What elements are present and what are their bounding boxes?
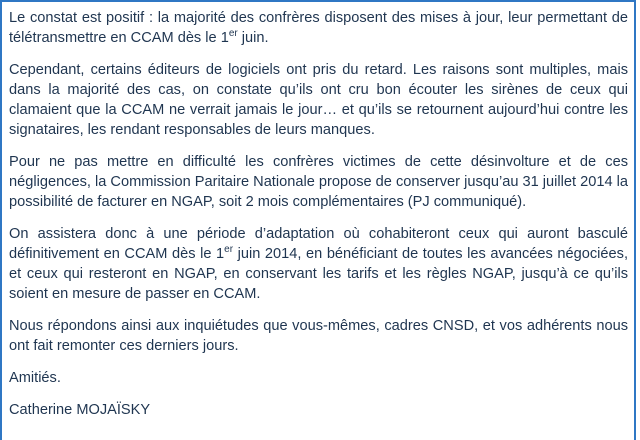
paragraph-status-end: juin. bbox=[237, 30, 269, 46]
signature: Catherine MOJAÏSKY bbox=[9, 402, 151, 418]
paragraph-transition-text: On assistera donc à une période d’adaptation où cohabiteront ceux qui auront basculé définitivement en CCAM dès le 1 bbox=[9, 226, 628, 262]
paragraph-response: Nous répondons ainsi aux inquiétudes que vous-mêmes, cadres CNSD, et vos adhérents nous ont fait remonter ces derniers jours. bbox=[9, 318, 628, 354]
paragraph-extension: Pour ne pas mettre en difficulté les confrères victimes de cette désinvolture et de ces négligences, la Commission Paritaire Nationale propose de conserver jusqu’au 31 juillet 2014 la possibilité de facturer en NGAP, soit 2 mois complémentaires (PJ communiqué). bbox=[9, 154, 628, 210]
paragraph-transition bbox=[9, 224, 628, 304]
paragraph-delays: Cependant, certains éditeurs de logiciels ont pris du retard. Les raisons sont multiples, mais dans la majorité des cas, on constate qu’ils ont cru bon écouter les sirènes de ceux qui clamaient que la CCAM ne verrait jamais le jour… et qu’ils se retournent aujourd’hui contre les signataires, les rendant responsables de leurs manques. bbox=[9, 62, 628, 138]
paragraph-status bbox=[9, 8, 628, 48]
paragraph-transition-end: juin 2014, en bénéficiant de toutes les avancées négociées, et ceux qui resteront en NGAP, en conservant les tarifs et les règles NGAP, jusqu’à ce qu’ils soient en mesure de passer en CCAM. bbox=[9, 246, 628, 302]
letter-body bbox=[9, 8, 628, 432]
ordinal-suffix: er bbox=[228, 28, 238, 39]
paragraph-status-text: Le constat est positif : la majorité des confrères disposent des mises à jour, leur permettant de télétransmettre en CCAM dès le 1 bbox=[9, 10, 628, 46]
closing: Amitiés. bbox=[9, 370, 61, 386]
ordinal-suffix: er bbox=[224, 244, 234, 255]
